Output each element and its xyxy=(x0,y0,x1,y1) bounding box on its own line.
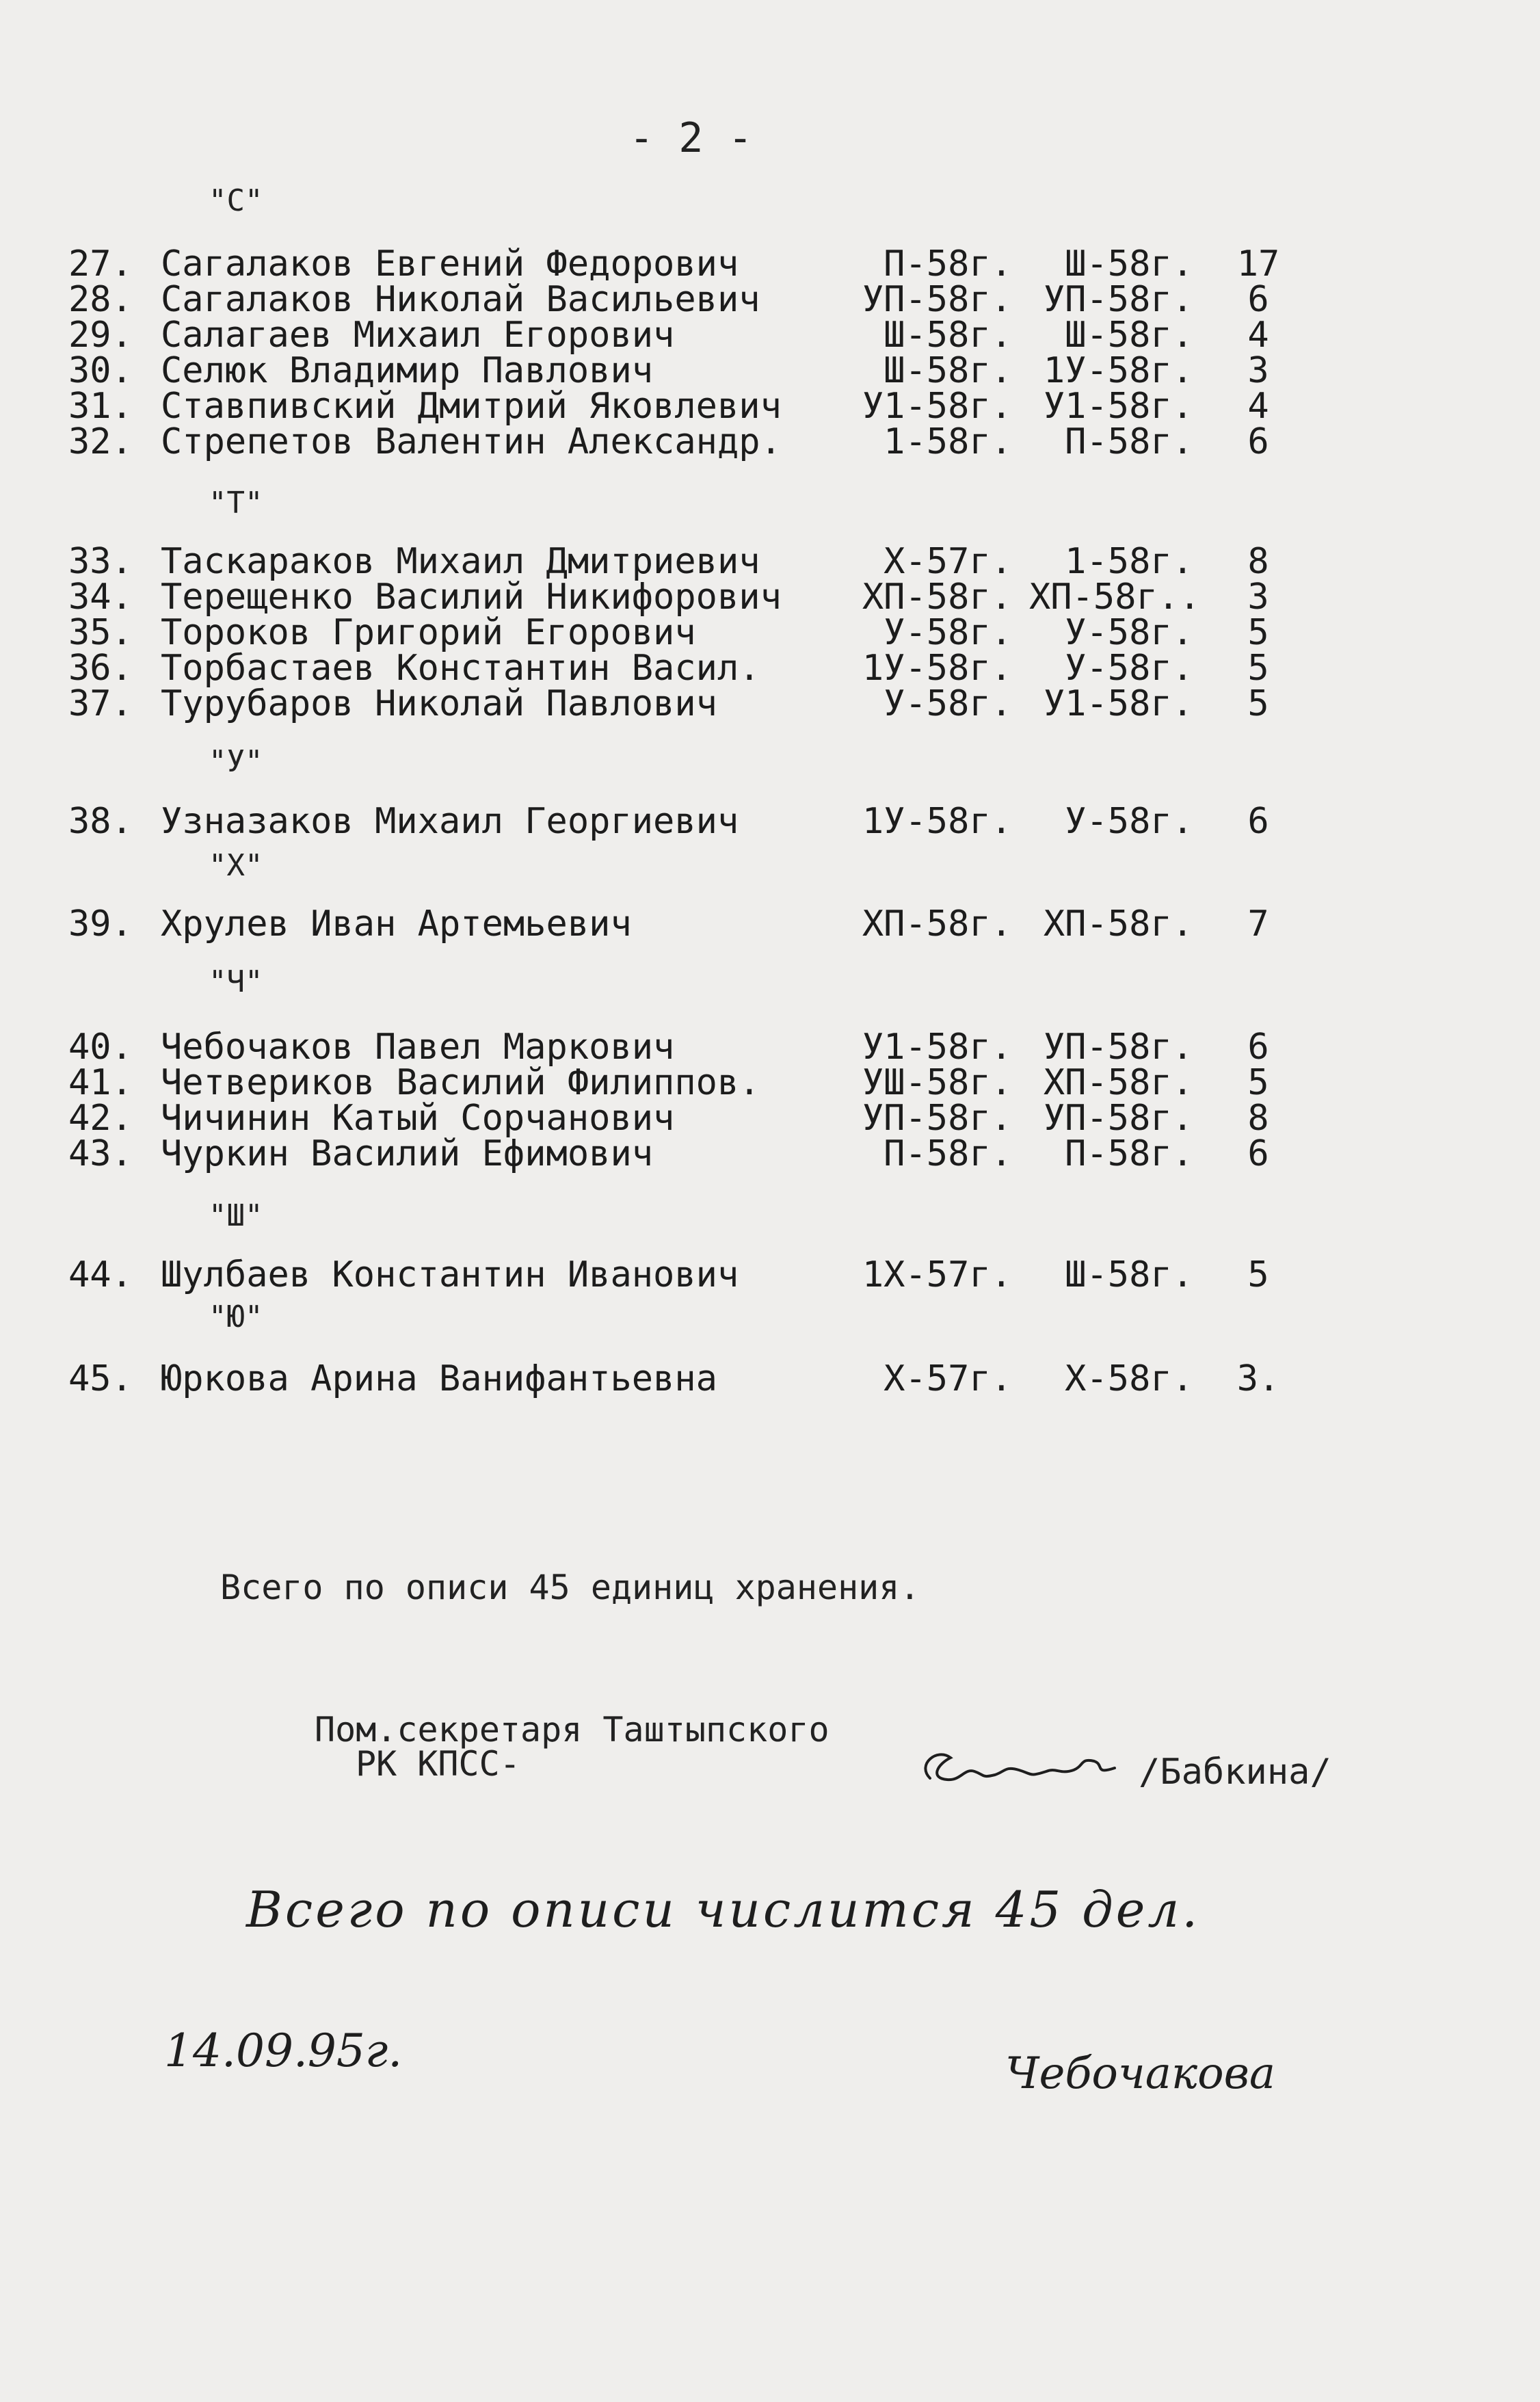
list-item xyxy=(0,1062,1540,1103)
list-item xyxy=(0,577,1540,618)
entry-start-date: Ш-58г. xyxy=(884,315,1012,356)
entry-end-date: У-58г. xyxy=(1065,648,1193,689)
total-units-line: Всего по описи 45 единиц хранения. xyxy=(220,1568,920,1607)
list-item xyxy=(0,1358,1540,1399)
list-item xyxy=(0,315,1540,356)
section-letter-u: "У" xyxy=(209,744,263,779)
entry-end-date: Ш-58г. xyxy=(1065,243,1193,285)
entry-sheet-count: 3 xyxy=(1247,350,1269,391)
entry-name: Сагалаков Николай Васильевич xyxy=(161,279,760,320)
entry-name: Торбастаев Константин Васил. xyxy=(161,648,760,689)
entry-number: 43. xyxy=(68,1133,133,1174)
entry-start-date: УШ-58г. xyxy=(862,1062,1012,1103)
list-item xyxy=(0,612,1540,653)
list-item xyxy=(0,386,1540,427)
entry-end-date: ХП-58г. xyxy=(1043,1062,1193,1103)
entry-name: Сагалаков Евгений Федорович xyxy=(161,243,739,285)
entry-end-date: У1-58г. xyxy=(1043,386,1193,427)
entry-start-date: УП-58г. xyxy=(862,279,1012,320)
entry-sheet-count: 4 xyxy=(1247,315,1269,356)
entry-end-date: У-58г. xyxy=(1065,612,1193,653)
entry-number: 35. xyxy=(68,612,133,653)
entry-sheet-count: 5 xyxy=(1247,612,1269,653)
list-item xyxy=(0,1133,1540,1174)
entry-sheet-count: 5 xyxy=(1247,1254,1269,1295)
entry-number: 32. xyxy=(68,421,133,462)
entry-end-date: УП-58г. xyxy=(1043,279,1193,320)
entry-number: 40. xyxy=(68,1027,133,1068)
entry-end-date: Х-58г. xyxy=(1065,1358,1193,1399)
list-item xyxy=(0,1098,1540,1139)
entry-sheet-count: 8 xyxy=(1247,541,1269,582)
entry-name: Селюк Владимир Павлович xyxy=(161,350,654,391)
entry-name: Тороков Григорий Егорович xyxy=(161,612,696,653)
entry-sheet-count: 5 xyxy=(1247,683,1269,724)
entry-end-date: П-58г. xyxy=(1065,1133,1193,1174)
entry-end-date: П-58г. xyxy=(1065,421,1193,462)
entry-end-date: 1У-58г. xyxy=(1043,350,1193,391)
entry-end-date: У1-58г. xyxy=(1043,683,1193,724)
section-letter-sh: "Ш" xyxy=(209,1198,263,1233)
section-letter-yu: "Ю" xyxy=(209,1299,263,1334)
entry-number: 38. xyxy=(68,801,133,842)
entry-start-date: У1-58г. xyxy=(862,1027,1012,1068)
entry-sheet-count: 3. xyxy=(1236,1358,1280,1399)
list-item xyxy=(0,903,1540,945)
entry-name: Узназаков Михаил Георгиевич xyxy=(161,801,739,842)
list-item xyxy=(0,350,1540,391)
entry-start-date: ХП-58г. xyxy=(862,577,1012,618)
section-letter-s: "С" xyxy=(209,183,263,218)
section-letter-t: "Т" xyxy=(209,486,263,520)
entry-name: Чичинин Катый Сорчанович xyxy=(161,1098,675,1139)
entry-name: Чебочаков Павел Маркович xyxy=(161,1027,675,1068)
entry-number: 41. xyxy=(68,1062,133,1103)
entry-end-date: ХП-58г. xyxy=(1043,903,1193,945)
entry-name: Ставпивский Дмитрий Яковлевич xyxy=(161,386,782,427)
entry-start-date: 1У-58г. xyxy=(862,648,1012,689)
entry-end-date: УП-58г. xyxy=(1043,1027,1193,1068)
entry-number: 27. xyxy=(68,243,133,285)
entry-start-date: У-58г. xyxy=(884,612,1012,653)
list-item xyxy=(0,243,1540,285)
section-letter-ch: "Ч" xyxy=(209,964,263,999)
entry-start-date: Ш-58г. xyxy=(884,350,1012,391)
list-item xyxy=(0,279,1540,320)
entry-sheet-count: 4 xyxy=(1247,386,1269,427)
entry-name: Салагаев Михаил Егорович xyxy=(161,315,675,356)
entry-start-date: П-58г. xyxy=(884,243,1012,285)
entry-start-date: 1-58г. xyxy=(884,421,1012,462)
entry-end-date: 1-58г. xyxy=(1065,541,1193,582)
entry-end-date: УП-58г. xyxy=(1043,1098,1193,1139)
entry-start-date: 1У-58г. xyxy=(862,801,1012,842)
list-item xyxy=(0,541,1540,582)
entry-start-date: Х-57г. xyxy=(884,541,1012,582)
handwritten-date: 14.09.95г. xyxy=(164,2024,403,2077)
entry-start-date: ХП-58г. xyxy=(862,903,1012,945)
entry-start-date: У1-58г. xyxy=(862,386,1012,427)
entry-sheet-count: 6 xyxy=(1247,1027,1269,1068)
entry-start-date: П-58г. xyxy=(884,1133,1012,1174)
entry-sheet-count: 5 xyxy=(1247,648,1269,689)
entry-number: 30. xyxy=(68,350,133,391)
entry-name: Шулбаев Константин Иванович xyxy=(161,1254,739,1295)
entry-sheet-count: 17 xyxy=(1236,243,1280,285)
entry-sheet-count: 5 xyxy=(1247,1062,1269,1103)
entry-sheet-count: 3 xyxy=(1247,577,1269,618)
entry-start-date: Х-57г. xyxy=(884,1358,1012,1399)
entry-name: Терещенко Василий Никифорович xyxy=(161,577,782,618)
entry-end-date: Ш-58г. xyxy=(1065,1254,1193,1295)
entry-number: 34. xyxy=(68,577,133,618)
handwritten-total-note: Всего по описи числится 45 дел. xyxy=(246,1881,1201,1938)
list-item xyxy=(0,683,1540,724)
list-item xyxy=(0,1254,1540,1295)
entry-number: 33. xyxy=(68,541,133,582)
entry-sheet-count: 6 xyxy=(1247,1133,1269,1174)
list-item xyxy=(0,648,1540,689)
entry-end-date: Ш-58г. xyxy=(1065,315,1193,356)
entry-name: Юркова Арина Ванифантьевна xyxy=(161,1358,717,1399)
list-item xyxy=(0,1027,1540,1068)
entry-number: 45. xyxy=(68,1358,133,1399)
entry-sheet-count: 8 xyxy=(1247,1098,1269,1139)
entry-name: Стрепетов Валентин Александр. xyxy=(161,421,782,462)
list-item xyxy=(0,421,1540,462)
entry-number: 28. xyxy=(68,279,133,320)
entry-name: Чуркин Василий Ефимович xyxy=(161,1133,654,1174)
entry-number: 44. xyxy=(68,1254,133,1295)
entry-name: Турубаров Николай Павлович xyxy=(161,683,717,724)
entry-sheet-count: 6 xyxy=(1247,801,1269,842)
entry-end-date: У-58г. xyxy=(1065,801,1193,842)
list-item xyxy=(0,801,1540,842)
entry-end-date: ХП-58г.. xyxy=(1029,577,1201,618)
signatory-name: /Бабкина/ xyxy=(1139,1752,1331,1793)
entry-number: 39. xyxy=(68,903,133,945)
signatory-title: Пом.секретаря Таштыпского xyxy=(315,1710,829,1750)
page-number: - 2 - xyxy=(629,114,753,162)
signature-scribble xyxy=(910,1737,1169,1799)
entry-number: 42. xyxy=(68,1098,133,1139)
entry-name: Хрулев Иван Артемьевич xyxy=(161,903,632,945)
entry-sheet-count: 7 xyxy=(1247,903,1269,945)
entry-name: Четвериков Василий Филиппов. xyxy=(161,1062,760,1103)
entry-start-date: УП-58г. xyxy=(862,1098,1012,1139)
entry-name: Таскараков Михаил Дмитриевич xyxy=(161,541,760,582)
entry-sheet-count: 6 xyxy=(1247,421,1269,462)
entry-number: 37. xyxy=(68,683,133,724)
section-letter-kh: "Х" xyxy=(209,848,263,883)
entry-number: 31. xyxy=(68,386,133,427)
entry-start-date: У-58г. xyxy=(884,683,1012,724)
signatory-organization: РК КПСС- xyxy=(356,1744,520,1784)
entry-start-date: 1Х-57г. xyxy=(862,1254,1012,1295)
entry-number: 36. xyxy=(68,648,133,689)
entry-number: 29. xyxy=(68,315,133,356)
entry-sheet-count: 6 xyxy=(1247,279,1269,320)
handwritten-signer-name: Чебочакова xyxy=(1005,2048,1276,2099)
